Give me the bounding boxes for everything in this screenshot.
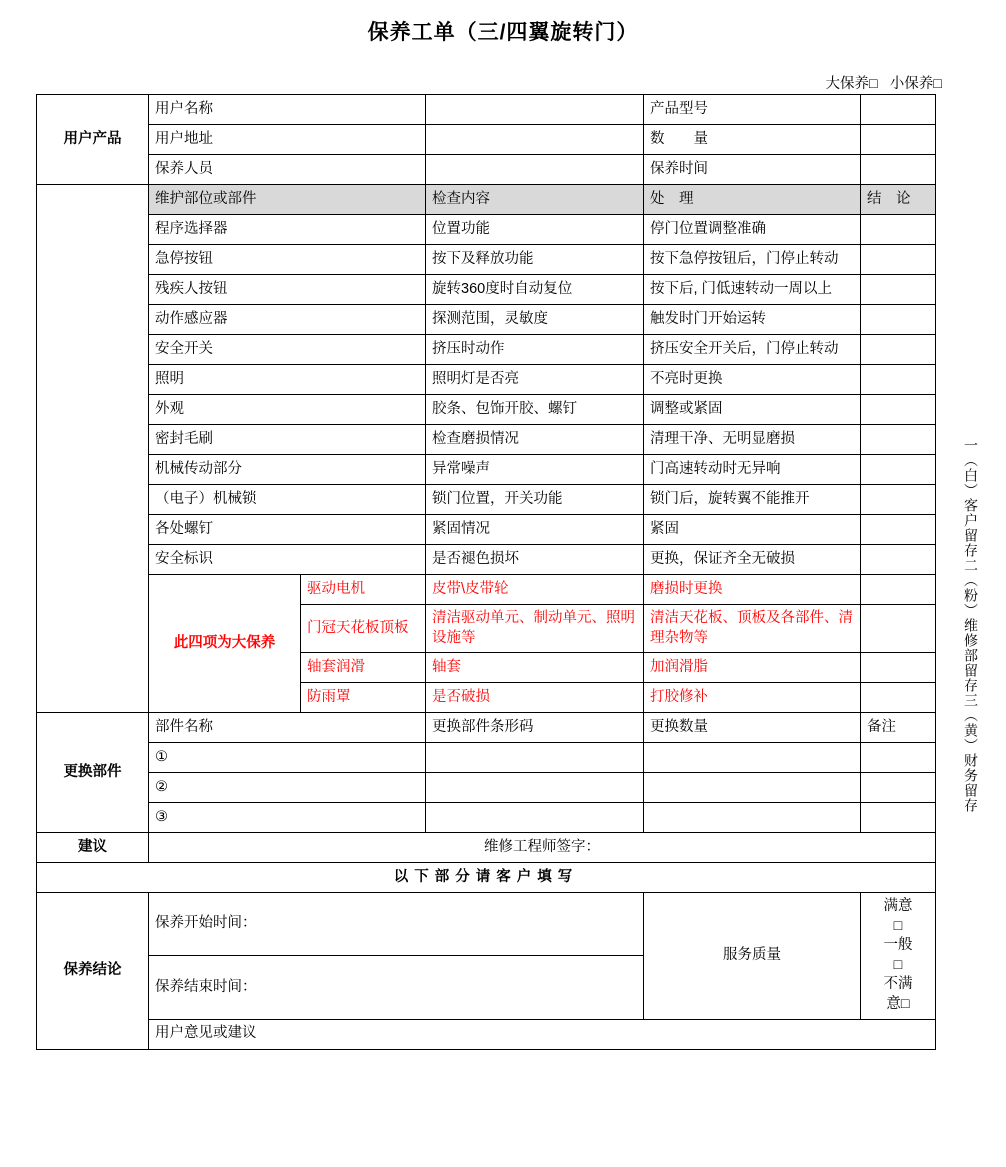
field-maintenance-date[interactable] <box>861 155 936 185</box>
inspection-conclusion[interactable] <box>861 365 936 395</box>
major-handling: 打胶修补 <box>644 683 861 713</box>
table-row <box>37 365 936 395</box>
table-row <box>37 425 936 455</box>
inspection-content: 探测范围，灵敏度 <box>426 305 644 335</box>
column-header-remark: 备注 <box>861 713 936 743</box>
table-row <box>37 485 936 515</box>
inspection-side-spacer <box>37 185 149 713</box>
inspection-handling: 紧固 <box>644 515 861 545</box>
table-row <box>37 455 936 485</box>
inspection-content: 锁门位置，开关功能 <box>426 485 644 515</box>
table-row <box>37 125 936 155</box>
inspection-handling: 触发时门开始运转 <box>644 305 861 335</box>
section-label-conclusion: 保养结论 <box>37 893 149 1049</box>
replaced-part-remark-1[interactable] <box>861 743 936 773</box>
inspection-part: 安全标识 <box>149 545 426 575</box>
table-row <box>37 305 936 335</box>
inspection-part: （电子）机械锁 <box>149 485 426 515</box>
replaced-part-name-3[interactable]: ③ <box>149 803 426 833</box>
field-start-time[interactable]: 保养开始时间： <box>149 893 644 956</box>
inspection-conclusion[interactable] <box>861 275 936 305</box>
customer-banner-row <box>37 863 936 893</box>
inspection-handling: 按下后, 门低速转动一周以上 <box>644 275 861 305</box>
inspection-part: 密封毛刷 <box>149 425 426 455</box>
table-row <box>37 545 936 575</box>
field-product-model[interactable] <box>861 95 936 125</box>
major-conclusion[interactable] <box>861 683 936 713</box>
checkbox-glyph-major: □ <box>868 76 878 92</box>
inspection-handling: 更换，保证齐全无破损 <box>644 545 861 575</box>
inspection-conclusion[interactable] <box>861 335 936 365</box>
field-maintenance-staff[interactable] <box>426 155 644 185</box>
table-row <box>37 515 936 545</box>
major-part: 防雨罩 <box>301 683 426 713</box>
major-part: 轴套润滑 <box>301 653 426 683</box>
inspection-handling: 不亮时更换 <box>644 365 861 395</box>
advice-content-cell[interactable] <box>149 833 936 863</box>
advice-row <box>37 833 936 863</box>
major-content: 是否破损 <box>426 683 644 713</box>
inspection-conclusion[interactable] <box>861 215 936 245</box>
inspection-conclusion[interactable] <box>861 485 936 515</box>
inspection-handling: 按下急停按钮后，门停止转动 <box>644 245 861 275</box>
inspection-content: 异常噪声 <box>426 455 644 485</box>
inspection-content: 按下及释放功能 <box>426 245 644 275</box>
major-content: 清洁驱动单元、制动单元、照明设施等 <box>426 605 644 653</box>
label-quantity: 数 量 <box>644 125 861 155</box>
major-maintenance-label: 大保养 <box>825 76 869 92</box>
work-order-table <box>36 94 936 1050</box>
inspection-part: 机械传动部分 <box>149 455 426 485</box>
replaced-part-barcode-3[interactable] <box>426 803 644 833</box>
column-header-content: 检查内容 <box>426 185 644 215</box>
inspection-handling: 门高速转动时无异响 <box>644 455 861 485</box>
label-maintenance-date: 保养时间 <box>644 155 861 185</box>
inspection-handling: 清理干净、无明显磨损 <box>644 425 861 455</box>
inspection-conclusion[interactable] <box>861 455 936 485</box>
inspection-conclusion[interactable] <box>861 515 936 545</box>
major-content: 皮带\皮带轮 <box>426 575 644 605</box>
inspection-conclusion[interactable] <box>861 245 936 275</box>
conclusion-row <box>37 1019 936 1049</box>
checkbox-glyph-minor: □ <box>933 76 942 92</box>
table-row <box>37 743 936 773</box>
column-header-handling: 处 理 <box>644 185 861 215</box>
inspection-conclusion[interactable] <box>861 425 936 455</box>
minor-maintenance-checkbox[interactable] <box>890 76 942 92</box>
replaced-part-remark-2[interactable] <box>861 773 936 803</box>
major-content: 轴套 <box>426 653 644 683</box>
engineer-signature-label: 维修工程师签字： <box>484 838 600 855</box>
column-header-barcode: 更换部件条形码 <box>426 713 644 743</box>
inspection-content: 紧固情况 <box>426 515 644 545</box>
replaced-part-remark-3[interactable] <box>861 803 936 833</box>
inspection-content: 是否褪色损坏 <box>426 545 644 575</box>
table-row-major <box>37 575 936 605</box>
replaced-part-quantity-3[interactable] <box>644 803 861 833</box>
table-row <box>37 245 936 275</box>
field-customer-feedback[interactable]: 用户意见或建议 <box>149 1019 936 1049</box>
field-end-time[interactable]: 保养结束时间： <box>149 956 644 1019</box>
major-part: 门冠天花板顶板 <box>301 605 426 653</box>
inspection-part: 动作感应器 <box>149 305 426 335</box>
maintenance-type-row <box>0 72 942 93</box>
table-row <box>37 215 936 245</box>
option-unsatisfied[interactable]: 不满意□ <box>883 976 913 1012</box>
table-row <box>37 335 936 365</box>
inspection-part: 安全开关 <box>149 335 426 365</box>
replaced-part-quantity-2[interactable] <box>644 773 861 803</box>
table-row <box>37 773 936 803</box>
minor-maintenance-label: 小保养 <box>889 76 934 92</box>
inspection-conclusion[interactable] <box>861 545 936 575</box>
label-product-model: 产品型号 <box>644 95 861 125</box>
inspection-content: 位置功能 <box>426 215 644 245</box>
field-customer-address[interactable] <box>426 125 644 155</box>
inspection-conclusion[interactable] <box>861 395 936 425</box>
copy-distribution-note: 一（白）客户留存二（粉）维修部留存三（黄）财务留存 <box>963 438 979 813</box>
table-row <box>37 395 936 425</box>
replaced-part-name-1[interactable]: ① <box>149 743 426 773</box>
major-conclusion[interactable] <box>861 605 936 653</box>
major-handling: 磨损时更换 <box>644 575 861 605</box>
replaced-part-quantity-1[interactable] <box>644 743 861 773</box>
customer-section-banner: 以下部分请客户填写 <box>37 863 936 893</box>
inspection-handling: 锁门后，旋转翼不能推开 <box>644 485 861 515</box>
major-handling: 加润滑脂 <box>644 653 861 683</box>
inspection-part: 程序选择器 <box>149 215 426 245</box>
inspection-part: 急停按钮 <box>149 245 426 275</box>
option-average[interactable]: 一般□ <box>883 937 913 973</box>
inspection-content: 照明灯是否亮 <box>426 365 644 395</box>
field-quantity[interactable] <box>861 125 936 155</box>
inspection-part: 残疾人按钮 <box>149 275 426 305</box>
major-maintenance-group-label: 此四项为大保养 <box>149 575 301 713</box>
inspection-content: 旋转360度时自动复位 <box>426 275 644 305</box>
inspection-part: 各处螺钉 <box>149 515 426 545</box>
major-conclusion[interactable] <box>861 653 936 683</box>
replaced-part-barcode-2[interactable] <box>426 773 644 803</box>
section-label-customer-product: 用户产品 <box>37 95 149 185</box>
table-row <box>37 275 936 305</box>
page-title: 保养工单（三/四翼旋转门） <box>367 21 639 44</box>
inspection-part: 照明 <box>149 365 426 395</box>
inspection-content: 挤压时动作 <box>426 335 644 365</box>
section-label-replaced-parts: 更换部件 <box>37 713 149 833</box>
label-customer-name: 用户名称 <box>149 95 426 125</box>
service-quality-options[interactable] <box>861 893 936 1019</box>
column-header-quantity: 更换数量 <box>644 713 861 743</box>
table-row <box>37 803 936 833</box>
column-header-conclusion: 结 论 <box>861 185 936 215</box>
inspection-conclusion[interactable] <box>861 305 936 335</box>
replaced-part-name-2[interactable]: ② <box>149 773 426 803</box>
inspection-part: 外观 <box>149 395 426 425</box>
section-label-advice: 建议 <box>37 833 149 863</box>
field-customer-name[interactable] <box>426 95 644 125</box>
column-header-part-name: 部件名称 <box>149 713 426 743</box>
inspection-content: 胶条、包饰开胶、螺钉 <box>426 395 644 425</box>
column-header-part: 维护部位或部件 <box>149 185 426 215</box>
inspection-handling: 调整或紧固 <box>644 395 861 425</box>
table-row <box>37 95 936 125</box>
replaced-parts-header-row <box>37 713 936 743</box>
major-maintenance-checkbox[interactable] <box>825 76 877 92</box>
major-part: 驱动电机 <box>301 575 426 605</box>
option-satisfied[interactable]: 满意□ <box>883 898 913 934</box>
conclusion-row <box>37 893 936 956</box>
inspection-handling: 停门位置调整准确 <box>644 215 861 245</box>
table-row <box>37 155 936 185</box>
inspection-content: 检查磨损情况 <box>426 425 644 455</box>
label-customer-address: 用户地址 <box>149 125 426 155</box>
inspection-handling: 挤压安全开关后，门停止转动 <box>644 335 861 365</box>
label-service-quality: 服务质量 <box>644 893 861 1019</box>
replaced-part-barcode-1[interactable] <box>426 743 644 773</box>
inspection-header-row <box>37 185 936 215</box>
major-conclusion[interactable] <box>861 575 936 605</box>
major-handling: 清洁天花板、顶板及各部件、清理杂物等 <box>644 605 861 653</box>
label-maintenance-staff: 保养人员 <box>149 155 426 185</box>
